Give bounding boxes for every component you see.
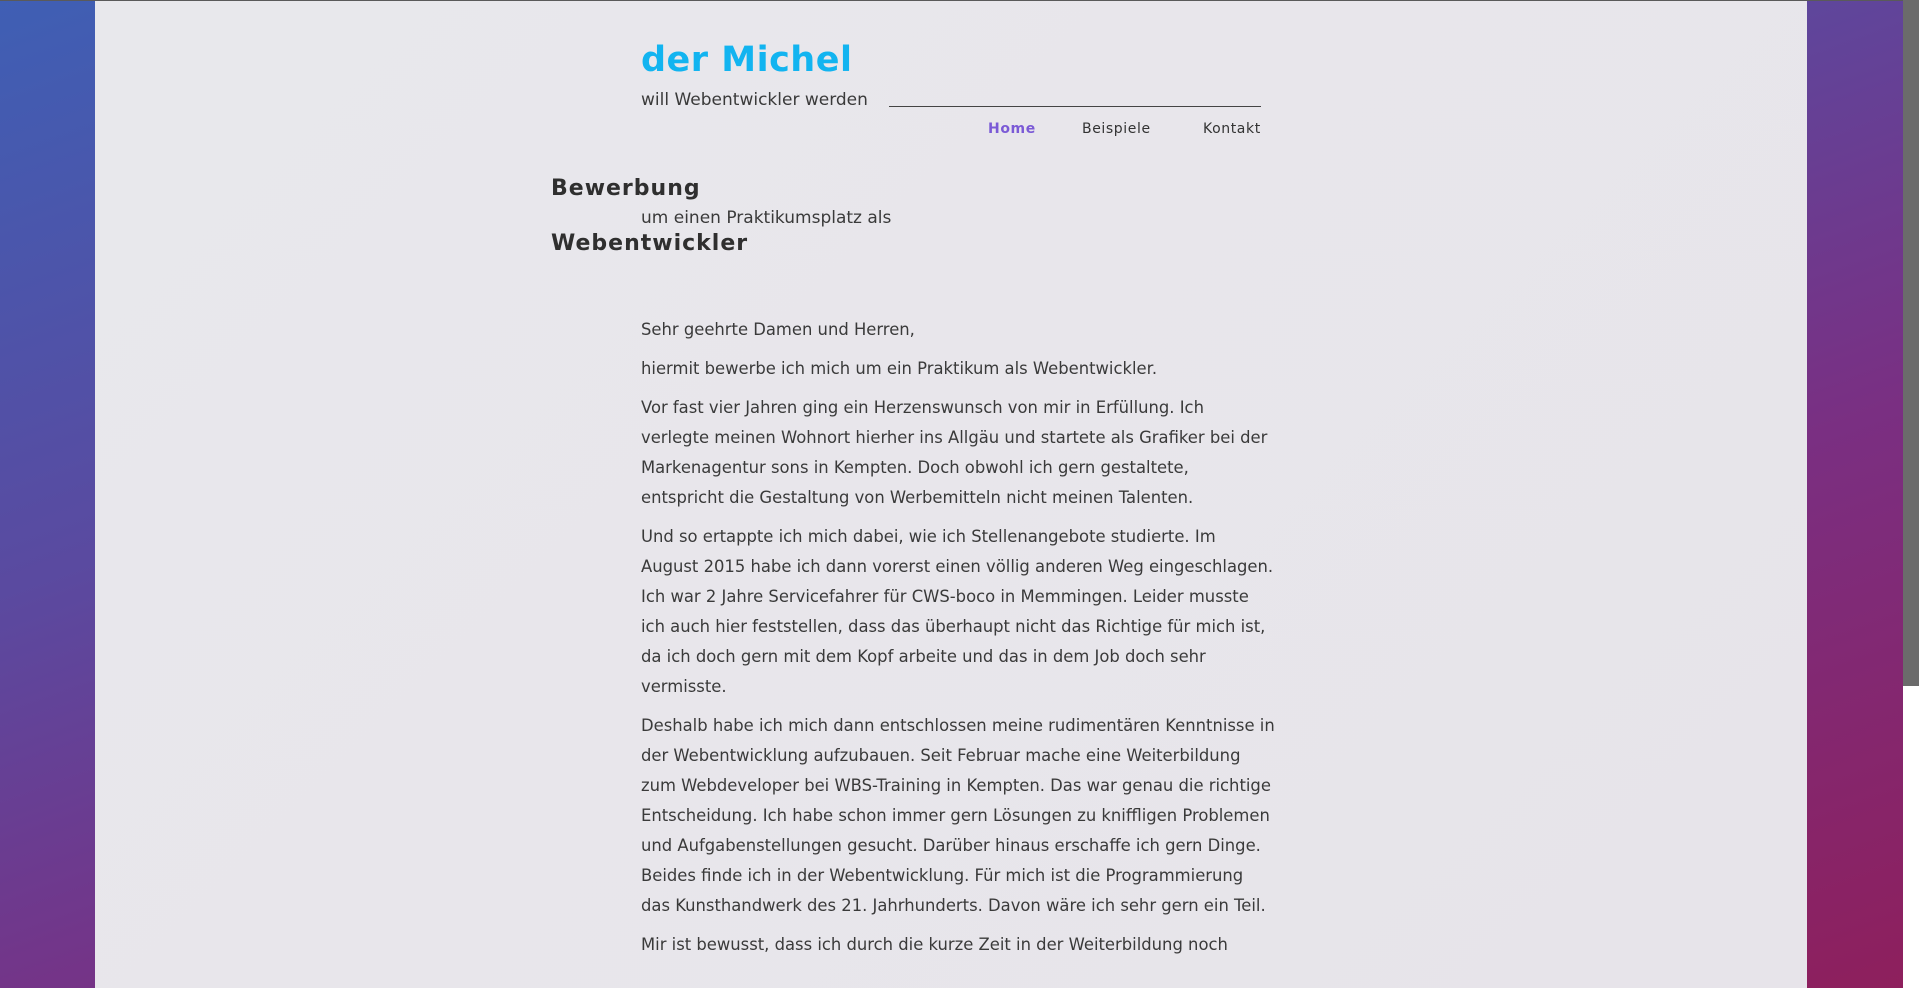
site-brand-title[interactable]: der Michel [641,40,853,80]
nav-divider-line [889,106,1261,107]
cover-letter [641,315,1275,969]
letter-paragraph: Deshalb habe ich mich dann entschlossen meine rudimentären Kenntnisse in der Webentwicklung aufzubauen. Seit Februar mache eine Weiterbildung zum Webdeveloper bei WBS-Training in Kempten. Das war genau die richtige Entscheidung. Ich habe schon immer gern Lösungen zu kniffligen Problemen und Aufgabenstellungen gesucht. Darüber hinaus erschaffe ich gern Dinge. Beides finde ich in der Webentwicklung. Für mich ist die Programmierung das Kunsthandwerk des 21. Jahrhunderts. Davon wäre ich sehr gern ein Teil. [641,716,1275,915]
heading-subtitle: um einen Praktikumsplatz als [641,208,892,228]
letter-paragraph: Vor fast vier Jahren ging ein Herzenswunsch von mir in Erfüllung. Ich verlegte meinen Wohnort hierher ins Allgäu und startete als Grafiker bei der Markenagentur sons in Kempten. Doch obwohl ich gern gestaltete, entspricht die Gestaltung von Werbemitteln nicht meinen Talenten. [641,398,1268,507]
scrollbar-thumb[interactable] [1903,0,1919,686]
nav-link-home[interactable]: Home [988,121,1036,137]
nav-link-beispiele[interactable]: Beispiele [1082,121,1151,137]
letter-paragraph: Und so ertappte ich mich dabei, wie ich Stellenangebote studierte. Im August 2015 habe ich dann vorerst einen völlig anderen Weg eingeschlagen. Ich war 2 Jahre Servicefahrer für CWS-boco in Memmingen. Leider musste ich auch hier feststellen, dass das überhaupt nicht das Richtige für mich ist, da ich doch gern mit dem Kopf arbeite und das in dem Job doch sehr vermisste. [641,527,1274,696]
heading-webentwickler: Webentwickler [551,231,749,256]
letter-paragraph: Mir ist bewusst, dass ich durch die kurze Zeit in der Weiterbildung noch [641,935,1228,954]
letter-paragraph: hiermit bewerbe ich mich um ein Praktikum als Webentwickler. [641,359,1158,378]
site-tagline: will Webentwickler werden [641,90,868,110]
nav-link-kontakt[interactable]: Kontakt [1203,121,1261,137]
letter-salutation: Sehr geehrte Damen und Herren, [641,320,915,339]
heading-bewerbung: Bewerbung [551,176,701,201]
